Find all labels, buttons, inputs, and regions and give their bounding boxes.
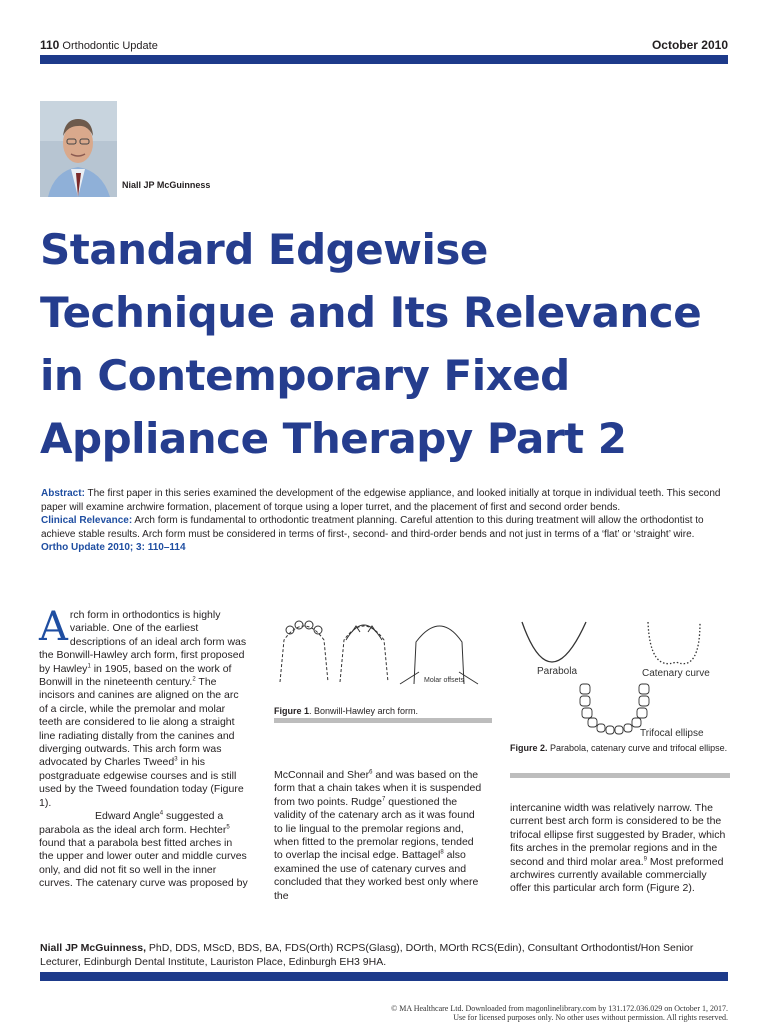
- body-text: Edward Angle: [95, 810, 160, 823]
- title-line: Standard Edgewise: [40, 225, 488, 274]
- trifocal-teeth-illustration: [580, 684, 649, 734]
- copyright-line: Use for licensed purposes only. No other uses without permission. All rights reserved.: [453, 1013, 728, 1022]
- reference-mark: 1: [87, 663, 91, 670]
- reference-mark: 2: [192, 676, 196, 683]
- body-text: intercanine width was relatively narrow. The current best arch form is considered to be the trifocal ellipse first suggested by Brader, which fits arches in the premolar regions and in the second and third molar area.: [510, 802, 726, 868]
- issue-date: October 2010: [651, 38, 728, 52]
- body-text: questioned the validity of the catenary arch as it was found to lie lingual to the premolar regions and, when fitted to the premolar regions, tended to overlap the incisal edge. Battagel: [274, 795, 475, 862]
- body-text: suggested a parabola as the ideal arch form. Hechter: [39, 810, 227, 836]
- figure-1-rule: [274, 718, 492, 723]
- body-text: and was based on the form that a chain takes when it is suspended from two points. Rudge: [274, 769, 482, 808]
- parabola-label: Parabola: [537, 666, 578, 677]
- body-text: found that a parabola best fitted arches in the upper and lower outer and middle curves only, and did not fit so well in the inner curves. The catenary curve was proposed by: [39, 836, 248, 890]
- drop-cap: A: [39, 604, 68, 650]
- trifocal-ellipse-label: Trifocal ellipse: [640, 728, 704, 739]
- reference-mark: 8: [440, 849, 444, 856]
- clinical-relevance-text: Arch form is fundamental to orthodontic treatment planning. Careful attention to this during treatment will allow the orthodontist to achieve stable results. Arch form must be considered in terms of first-, second- and third-order bends and not just in terms of a ‘flat’ or ‘straight’ wire.: [41, 515, 704, 540]
- reference-mark: 5: [226, 824, 230, 830]
- reference-mark: 3: [174, 756, 178, 763]
- reference-mark: 6: [369, 769, 373, 776]
- reference-mark: 9: [643, 856, 648, 863]
- author-photo: [40, 101, 117, 197]
- figure-2-rule: [510, 773, 730, 778]
- body-text: rch form in orthodontics is highly variable. One of the earliest descriptions of an ideal arch form was the Bonwill-Hawley arch form, first proposed by Hawley: [39, 609, 247, 675]
- figure-2-label: Figure 2.: [510, 743, 548, 753]
- reference-mark: 7: [381, 796, 386, 803]
- running-header-left: [40, 38, 158, 52]
- figure-2-image: [510, 612, 730, 740]
- figure-1-label: Figure 1: [274, 706, 310, 716]
- clinical-relevance-label: Clinical Relevance:: [41, 515, 133, 526]
- reference-mark: 4: [159, 810, 164, 817]
- title-line: in Contemporary Fixed: [40, 351, 570, 400]
- abstract-label: Abstract:: [41, 488, 85, 499]
- abstract-text: The first paper in this series examined the development of the edgewise appliance, and looked initially at torque in individual teeth. This second paper will examine archwire formation, placement of torque using a loper turret, and the placement of first and second order bends.: [41, 488, 721, 513]
- body-text: The incisors and canines are aligned on the arc of a circle, while the premolar and molar teeth are considered to lie along a straight line radiating distally from the canines and diverging outwards. This arch form was advocated by Charles Tweed: [39, 676, 239, 769]
- body-text: McConnail and Sher: [274, 769, 370, 781]
- body-paragraph: [39, 810, 249, 890]
- copyright-notice: [168, 1004, 728, 1022]
- catenary-curve-label: Catenary curve: [642, 668, 710, 679]
- clinical-relevance-paragraph: [41, 514, 729, 541]
- copyright-line: © MA Healthcare Ltd. Downloaded from magonlinelibrary.com by 131.172.036.029 on October 1, 2017.: [391, 1004, 728, 1013]
- body-text: also examined the use of catenary curves and concluded that they worked best only where the: [274, 849, 479, 902]
- figure-2-caption: [510, 742, 730, 755]
- author-byline: Niall JP McGuinness: [122, 180, 211, 190]
- figure-2-caption-text: Parabola, catenary curve and trifocal ellipse.: [547, 743, 728, 753]
- body-column-3: [510, 802, 730, 896]
- title-line: Technique and Its Relevance: [40, 288, 702, 337]
- body-text: in 1905, based on the work of Bonwill in the nineteenth century.: [39, 662, 232, 689]
- body-text: Most preformed archwires currently available commercially offer this particular arch form (Figure 2).: [510, 855, 724, 895]
- journal-name: Orthodontic Update: [62, 40, 158, 52]
- abstract-paragraph: [41, 487, 729, 514]
- figure-1-caption: [274, 705, 492, 718]
- molar-offsets-label: Molar offsets: [424, 677, 464, 684]
- citation: Ortho Update 2010; 3: 110–114: [41, 542, 186, 553]
- header-rule: [40, 55, 728, 64]
- title-line: Appliance Therapy Part 2: [40, 414, 627, 463]
- body-text: in his postgraduate edgewise courses and is still used by the Tweed foundation today (Figure 1).: [39, 756, 244, 809]
- author-affiliation-name: Niall JP McGuinness,: [40, 942, 147, 954]
- author-affiliation-details: PhD, DDS, MScD, BDS, BA, FDS(Orth) RCPS(Glasg), DOrth, MOrth RCS(Edin), Consultant Orthodontist/Hon Senior Lecturer, Edinburgh Dental Institute, Lauriston Place, Edinburgh EH3 9HA.: [40, 942, 694, 968]
- page-number: 110: [40, 38, 60, 52]
- figure-1-image: [274, 612, 492, 697]
- footer-rule: [40, 972, 728, 981]
- abstract-block: [41, 487, 729, 555]
- body-column-2: [274, 769, 484, 903]
- body-column-1: [39, 604, 249, 891]
- author-affiliation: [40, 941, 730, 969]
- figure-1-caption-text: . Bonwill-Hawley arch form.: [309, 706, 419, 716]
- article-title: [40, 218, 740, 470]
